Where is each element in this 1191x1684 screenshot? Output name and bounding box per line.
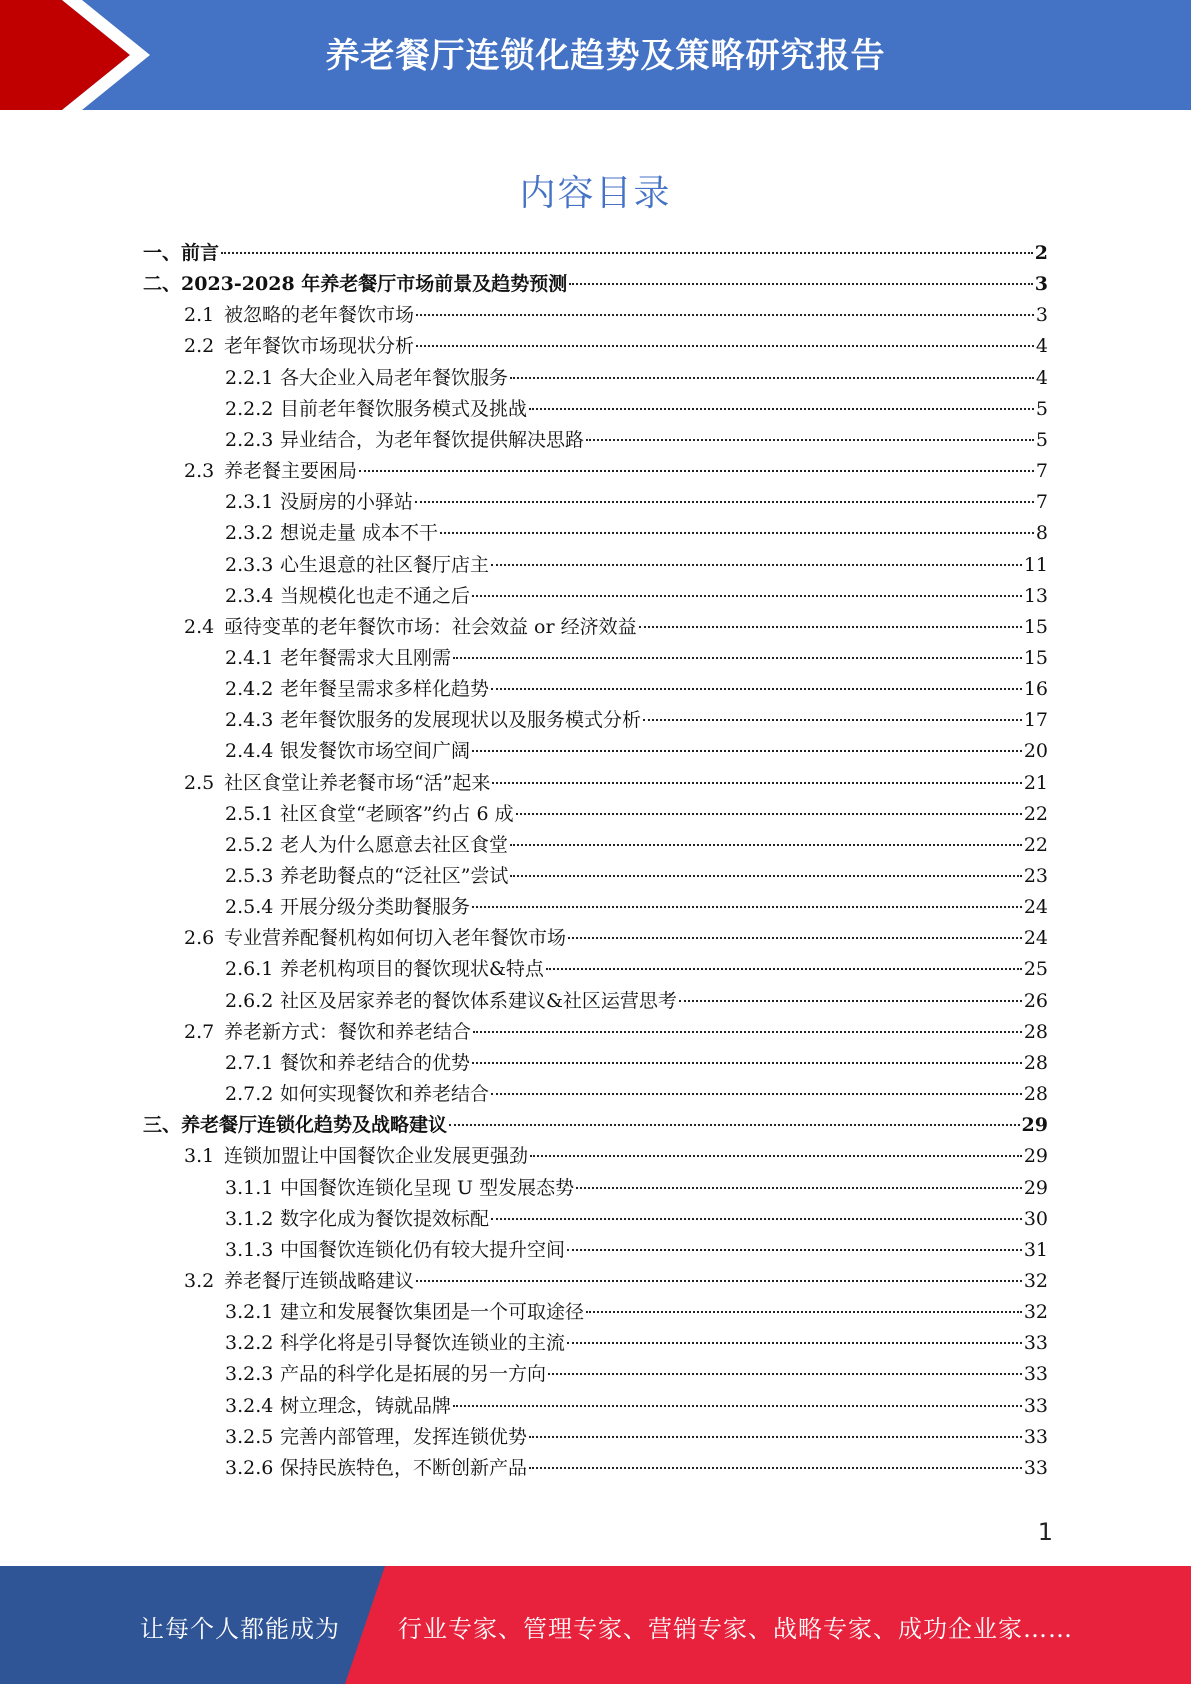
- toc-entry[interactable]: [0, 1422, 1191, 1453]
- toc-leader-dots: [510, 376, 1034, 379]
- toc-line: [225, 674, 1048, 705]
- toc-entry[interactable]: [0, 1235, 1191, 1266]
- toc-leader-dots: [491, 1217, 1022, 1220]
- toc-section-title: 当规模化也走不通之后: [280, 585, 471, 607]
- toc-line: [225, 1048, 1048, 1079]
- toc-page-number: 15: [1023, 647, 1048, 669]
- toc-leader-dots: [491, 563, 1022, 566]
- toc-entry[interactable]: [0, 643, 1191, 674]
- toc-page-number: 21: [1023, 772, 1048, 794]
- toc-entry[interactable]: [0, 799, 1191, 830]
- toc-leader-dots: [221, 251, 1033, 254]
- toc-entry[interactable]: [0, 612, 1191, 643]
- toc-section-title: 专业营养配餐机构如何切入老年餐饮市场: [224, 927, 567, 949]
- toc-line: [225, 954, 1048, 985]
- toc-section-number: 2.6.1: [225, 958, 274, 980]
- toc-section-number: 3.1: [184, 1145, 215, 1167]
- toc-leader-dots: [416, 313, 1034, 316]
- toc-line: [225, 986, 1048, 1017]
- toc-line: [225, 425, 1048, 456]
- toc-entry[interactable]: [0, 1110, 1191, 1141]
- toc-line: [225, 1204, 1048, 1235]
- toc-page-number: 24: [1023, 896, 1048, 918]
- toc-leader-dots: [529, 1435, 1022, 1438]
- toc-entry[interactable]: [0, 1173, 1191, 1204]
- footer-slogan-left: 让每个人都能成为: [140, 1615, 340, 1643]
- toc-entry[interactable]: [0, 1391, 1191, 1422]
- toc-page-number: 20: [1023, 740, 1048, 762]
- toc-line: [184, 768, 1048, 799]
- toc-leader-dots: [576, 1186, 1022, 1189]
- toc-line: [225, 581, 1048, 612]
- toc-entry[interactable]: [0, 1328, 1191, 1359]
- toc-leader-dots: [569, 282, 1032, 285]
- toc-leader-dots: [568, 936, 1022, 939]
- toc-section-title: 养老新方式：餐饮和养老结合: [224, 1021, 472, 1043]
- toc-section-title: 开展分级分类助餐服务: [280, 896, 471, 918]
- toc-section-number: 3.1.2: [225, 1208, 274, 1230]
- toc-entry[interactable]: [0, 487, 1191, 518]
- toc-page-number: 26: [1023, 990, 1048, 1012]
- toc-page-number: 15: [1023, 616, 1048, 638]
- toc-page-number: 28: [1023, 1083, 1048, 1105]
- toc-leader-dots: [440, 531, 1034, 534]
- toc-section-number: 3.2.2: [225, 1332, 274, 1354]
- toc-leader-dots: [567, 1341, 1022, 1344]
- toc-leader-dots: [586, 1310, 1022, 1313]
- toc-line: [225, 1328, 1048, 1359]
- toc-section-title: 完善内部管理，发挥连锁优势: [280, 1426, 528, 1448]
- toc-leader-dots: [359, 469, 1034, 472]
- toc-leader-dots: [516, 812, 1022, 815]
- toc-section-title: 亟待变革的老年餐饮市场：社会效益 or 经济效益: [224, 616, 637, 638]
- toc-line: [225, 1422, 1048, 1453]
- toc-section-number: 3.1.3: [225, 1239, 274, 1261]
- toc-section-number: 2.3: [184, 460, 215, 482]
- toc-line: [143, 1110, 1048, 1141]
- toc-entry[interactable]: [0, 238, 1191, 269]
- toc-line: [225, 1173, 1048, 1204]
- toc-leader-dots: [639, 625, 1022, 628]
- toc-page-number: 28: [1023, 1052, 1048, 1074]
- toc-leader-dots: [473, 1030, 1022, 1033]
- toc-section-title: 养老助餐点的“泛社区”尝试: [280, 865, 509, 887]
- toc-section-title: 想说走量 成本不干: [280, 522, 439, 544]
- toc-line: [225, 518, 1048, 549]
- toc-section-title: 老年餐呈需求多样化趋势: [280, 678, 490, 700]
- toc-page-number: 31: [1023, 1239, 1048, 1261]
- toc-section-number: 2.1: [184, 304, 215, 326]
- toc-leader-dots: [586, 438, 1034, 441]
- toc-section-number: 2.3.4: [225, 585, 274, 607]
- toc-section-title: 各大企业入局老年餐饮服务: [280, 367, 509, 389]
- toc-section-number: 2.6.2: [225, 990, 274, 1012]
- toc-section-title: 社区及居家养老的餐饮体系建议&社区运营思考: [280, 990, 677, 1012]
- toc-leader-dots: [529, 1466, 1022, 1469]
- toc-line: [225, 394, 1048, 425]
- toc-page-number: 29: [1023, 1145, 1048, 1167]
- toc-entry[interactable]: [0, 768, 1191, 799]
- toc-page-number: 23: [1023, 865, 1048, 887]
- toc-entry[interactable]: [0, 518, 1191, 549]
- toc-section-number: 2.5.1: [225, 803, 274, 825]
- toc-page-number: 33: [1023, 1426, 1048, 1448]
- toc-section-title: 中国餐饮连锁化呈现 U 型发展态势: [280, 1177, 575, 1199]
- toc-entry[interactable]: [0, 550, 1191, 581]
- toc-page-number: 3: [1035, 304, 1048, 326]
- toc-section-number: 3.1.1: [225, 1177, 274, 1199]
- toc-section-title: 2023-2028 年养老餐厅市场前景及趋势预测: [181, 273, 568, 295]
- toc-section-title: 心生退意的社区餐厅店主: [280, 554, 490, 576]
- toc-line: [225, 736, 1048, 767]
- toc-section-number: 2.2.1: [225, 367, 274, 389]
- toc-section-number: 3.2: [184, 1270, 215, 1292]
- toc-leader-dots: [472, 594, 1022, 597]
- toc-line: [184, 456, 1048, 487]
- toc-section-number: 2.5: [184, 772, 215, 794]
- toc-section-number: 2.5.4: [225, 896, 274, 918]
- toc-section-number: 二、: [143, 273, 182, 295]
- toc-line: [184, 1017, 1048, 1048]
- toc-page-number: 30: [1023, 1208, 1048, 1230]
- toc-entry[interactable]: [0, 830, 1191, 861]
- toc-leader-dots: [491, 1092, 1022, 1095]
- toc-section-title: 社区食堂让养老餐市场“活”起来: [224, 772, 491, 794]
- toc-page-number: 33: [1023, 1395, 1048, 1417]
- toc-section-number: 2.4.1: [225, 647, 274, 669]
- toc-line: [225, 705, 1048, 736]
- toc-section-number: 2.7: [184, 1021, 215, 1043]
- toc-line: [225, 861, 1048, 892]
- toc-line: [225, 1453, 1048, 1484]
- toc-section-number: 2.7.1: [225, 1052, 274, 1074]
- toc-entry[interactable]: [0, 300, 1191, 331]
- toc-line: [184, 1266, 1048, 1297]
- toc-section-title: 养老餐厅连锁化趋势及战略建议: [181, 1114, 448, 1136]
- toc-entry[interactable]: [0, 954, 1191, 985]
- toc-section-number: 3.2.5: [225, 1426, 274, 1448]
- toc-section-title: 如何实现餐饮和养老结合: [280, 1083, 490, 1105]
- toc-heading: 内容目录: [519, 173, 672, 214]
- toc-leader-dots: [416, 1279, 1022, 1282]
- toc-entry[interactable]: [0, 1204, 1191, 1235]
- toc-entry[interactable]: [0, 581, 1191, 612]
- toc-page-number: 11: [1023, 554, 1048, 576]
- toc-page-number: 4: [1035, 335, 1048, 357]
- toc-section-title: 社区食堂“老顾客”约占 6 成: [280, 803, 514, 825]
- toc-section-title: 产品的科学化是拓展的另一方向: [280, 1363, 547, 1385]
- toc-page-number: 33: [1023, 1457, 1048, 1479]
- toc-leader-dots: [643, 718, 1022, 721]
- toc-line: [225, 799, 1048, 830]
- toc-page-number: 2: [1034, 242, 1048, 264]
- toc-section-title: 老年餐需求大且刚需: [280, 647, 452, 669]
- toc-section-title: 餐饮和养老结合的优势: [280, 1052, 471, 1074]
- toc-entry[interactable]: [0, 1453, 1191, 1484]
- toc-leader-dots: [679, 999, 1022, 1002]
- toc-page-number: 5: [1035, 398, 1048, 420]
- toc-section-title: 养老餐主要困局: [224, 460, 358, 482]
- toc-section-number: 2.5.2: [225, 834, 274, 856]
- toc-line: [225, 643, 1048, 674]
- header-banner: [0, 0, 1191, 110]
- toc-entry[interactable]: [0, 705, 1191, 736]
- toc-entry[interactable]: [0, 363, 1191, 394]
- toc-section-number: 三、: [143, 1114, 182, 1136]
- toc-line: [184, 331, 1048, 362]
- toc-line: [184, 612, 1048, 643]
- footer-slogan-right: 行业专家、管理专家、营销专家、战略专家、成功企业家……: [398, 1615, 1073, 1643]
- toc-leader-dots: [472, 905, 1022, 908]
- toc-entry[interactable]: [0, 1297, 1191, 1328]
- toc-page-number: 22: [1023, 803, 1048, 825]
- toc-section-title: 目前老年餐饮服务模式及挑战: [280, 398, 528, 420]
- toc-section-title: 异业结合，为老年餐饮提供解决思路: [280, 429, 585, 451]
- toc-line: [143, 238, 1048, 269]
- toc-section-number: 2.2.3: [225, 429, 274, 451]
- toc-section-number: 2.3.1: [225, 491, 274, 513]
- toc-page-number: 33: [1023, 1363, 1048, 1385]
- toc-entry[interactable]: [0, 1017, 1191, 1048]
- toc-section-title: 数字化成为餐饮提效标配: [280, 1208, 490, 1230]
- toc-section-title: 保持民族特色，不断创新产品: [280, 1457, 528, 1479]
- toc-entry[interactable]: [0, 394, 1191, 425]
- toc-page-number: 7: [1035, 491, 1048, 513]
- toc-line: [225, 363, 1048, 394]
- toc-section-number: 2.4.2: [225, 678, 274, 700]
- toc-section-title: 连锁加盟让中国餐饮企业发展更强劲: [224, 1145, 529, 1167]
- toc-page-number: 22: [1023, 834, 1048, 856]
- toc-section-number: 3.2.4: [225, 1395, 274, 1417]
- toc-page-number: 33: [1023, 1332, 1048, 1354]
- toc-leader-dots: [510, 843, 1022, 846]
- toc-leader-dots: [449, 1123, 1020, 1126]
- toc-entry[interactable]: [0, 456, 1191, 487]
- toc-section-title: 老年餐饮服务的发展现状以及服务模式分析: [280, 709, 642, 731]
- toc-section-title: 建立和发展餐饮集团是一个可取途径: [280, 1301, 585, 1323]
- toc-entry[interactable]: [0, 1266, 1191, 1297]
- toc-entry[interactable]: [0, 1048, 1191, 1079]
- toc-entry[interactable]: [0, 923, 1191, 954]
- toc-section-number: 2.5.3: [225, 865, 274, 887]
- toc-page-number: 8: [1035, 522, 1048, 544]
- toc-page-number: 25: [1023, 958, 1048, 980]
- toc-line: [184, 300, 1048, 331]
- toc-page-number: 32: [1023, 1270, 1048, 1292]
- toc-line: [225, 1235, 1048, 1266]
- toc-section-number: 2.2.2: [225, 398, 274, 420]
- toc-entry[interactable]: [0, 269, 1191, 300]
- toc-page-number: 16: [1023, 678, 1048, 700]
- toc-leader-dots: [453, 656, 1022, 659]
- toc-page-number: 13: [1023, 585, 1048, 607]
- toc-line: [225, 830, 1048, 861]
- toc-line: [225, 550, 1048, 581]
- toc-page-number: 3: [1034, 273, 1048, 295]
- toc-line: [143, 269, 1048, 300]
- toc-section-number: 2.6: [184, 927, 215, 949]
- toc-line: [225, 1359, 1048, 1390]
- toc-section-title: 银发餐饮市场空间广阔: [280, 740, 471, 762]
- toc-leader-dots: [472, 1061, 1022, 1064]
- toc-page-number: 28: [1023, 1021, 1048, 1043]
- toc-line: [225, 1391, 1048, 1422]
- toc-section-title: 没厨房的小驿站: [280, 491, 414, 513]
- toc-section-number: 2.3.3: [225, 554, 274, 576]
- toc-line: [225, 1297, 1048, 1328]
- toc-line: [225, 1079, 1048, 1110]
- toc-section-number: 2.3.2: [225, 522, 274, 544]
- toc-entry[interactable]: [0, 986, 1191, 1017]
- toc-line: [184, 923, 1048, 954]
- toc-leader-dots: [530, 1154, 1022, 1157]
- toc-leader-dots: [548, 1372, 1022, 1375]
- toc-section-number: 2.4.3: [225, 709, 274, 731]
- toc-leader-dots: [510, 874, 1021, 877]
- toc-section-number: 3.2.3: [225, 1363, 274, 1385]
- page-number: 1: [1037, 1518, 1053, 1546]
- toc-leader-dots: [529, 407, 1034, 410]
- toc-section-number: 3.2.6: [225, 1457, 274, 1479]
- toc-leader-dots: [416, 344, 1034, 347]
- toc-entry[interactable]: [0, 892, 1191, 923]
- toc-leader-dots: [567, 1248, 1022, 1251]
- toc-page-number: 32: [1023, 1301, 1048, 1323]
- toc-entry[interactable]: [0, 674, 1191, 705]
- toc-section-title: 前言: [181, 242, 220, 264]
- toc-leader-dots: [453, 1404, 1022, 1407]
- toc-section-title: 被忽略的老年餐饮市场: [224, 304, 415, 326]
- toc-section-title: 老年餐饮市场现状分析: [224, 335, 415, 357]
- toc-entry[interactable]: [0, 425, 1191, 456]
- toc-entry[interactable]: [0, 1141, 1191, 1172]
- toc-entry[interactable]: [0, 1079, 1191, 1110]
- toc-line: [225, 892, 1048, 923]
- toc-leader-dots: [472, 749, 1022, 752]
- toc-entry[interactable]: [0, 1359, 1191, 1390]
- toc-section-number: 2.4.4: [225, 740, 274, 762]
- toc-page-number: 7: [1035, 460, 1048, 482]
- toc-line: [225, 487, 1048, 518]
- footer-banner: [0, 1566, 1191, 1684]
- toc-line: [184, 1141, 1048, 1172]
- toc-entry[interactable]: [0, 331, 1191, 362]
- toc-section-number: 2.2: [184, 335, 215, 357]
- toc-page-number: 29: [1023, 1177, 1048, 1199]
- toc-leader-dots: [491, 687, 1022, 690]
- toc-section-title: 老人为什么愿意去社区食堂: [280, 834, 509, 856]
- toc-section-number: 3.2.1: [225, 1301, 274, 1323]
- toc-section-number: 一、: [143, 242, 182, 264]
- toc-page-number: 17: [1023, 709, 1048, 731]
- toc-section-title: 树立理念，铸就品牌: [280, 1395, 452, 1417]
- toc-page-number: 5: [1035, 429, 1048, 451]
- toc-page-number: 24: [1023, 927, 1048, 949]
- toc-section-title: 科学化将是引导餐饮连锁业的主流: [280, 1332, 566, 1354]
- toc-leader-dots: [546, 967, 1022, 970]
- toc-section-number: 2.7.2: [225, 1083, 274, 1105]
- toc-section-title: 养老餐厅连锁战略建议: [224, 1270, 415, 1292]
- toc-leader-dots: [492, 781, 1021, 784]
- report-title: 养老餐厅连锁化趋势及策略研究报告: [325, 36, 886, 76]
- toc-entry[interactable]: [0, 861, 1191, 892]
- toc-leader-dots: [415, 500, 1034, 503]
- toc-section-title: 养老机构项目的餐饮现状&特点: [280, 958, 544, 980]
- toc-page-number: 29: [1021, 1114, 1048, 1136]
- toc-section-title: 中国餐饮连锁化仍有较大提升空间: [280, 1239, 566, 1261]
- toc-section-number: 2.4: [184, 616, 215, 638]
- toc-page-number: 4: [1035, 367, 1048, 389]
- toc-entry[interactable]: [0, 736, 1191, 767]
